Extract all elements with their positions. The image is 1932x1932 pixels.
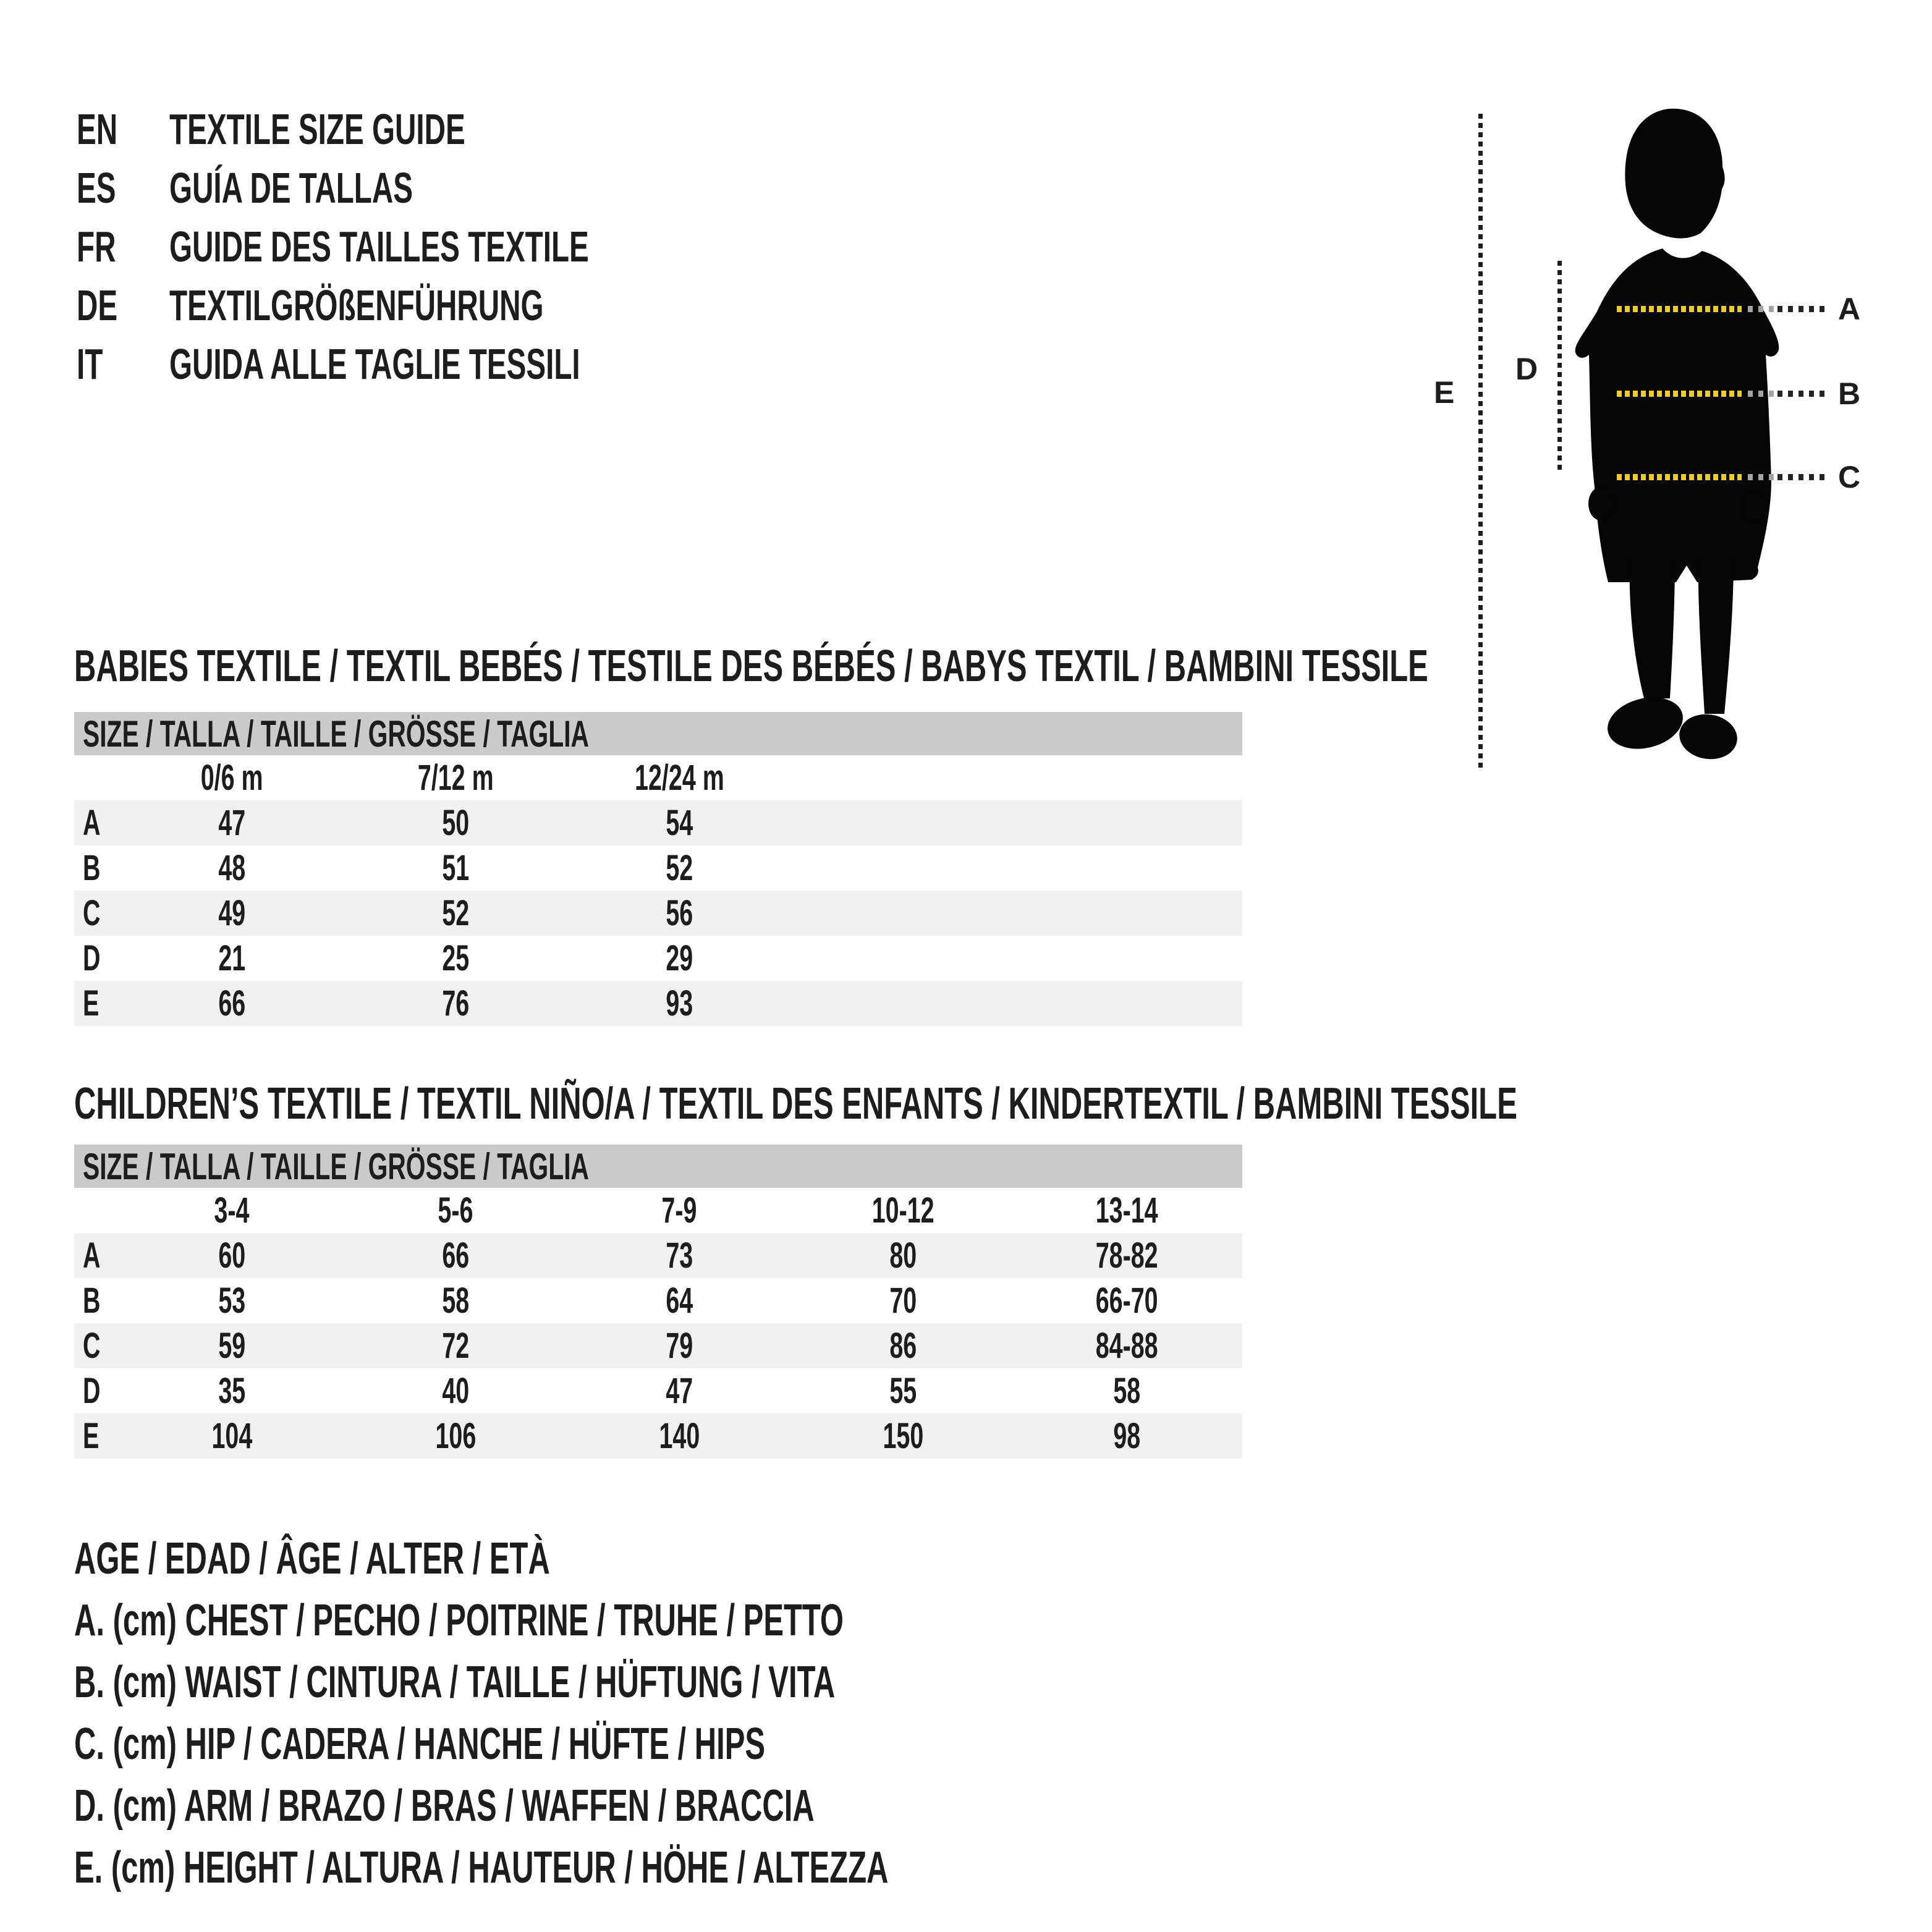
- language-title: TEXTILE SIZE GUIDE: [169, 105, 465, 153]
- legend-line: [74, 1837, 1271, 1899]
- table-cell-text: 104: [211, 1416, 252, 1456]
- table-row: [74, 1278, 1242, 1323]
- table-cell-text: 72: [442, 1326, 469, 1366]
- table-cell: [567, 847, 791, 889]
- table-cell: [567, 1415, 791, 1457]
- table-cell-text: 140: [659, 1416, 700, 1456]
- row-label-cell: [74, 1325, 120, 1366]
- table-cell: [120, 1415, 344, 1457]
- measure-label-a: A: [1838, 292, 1861, 326]
- table-cell: [1015, 1325, 1239, 1366]
- column-header-cell: [120, 757, 344, 799]
- table-cell: [344, 892, 567, 934]
- table-cell-text: 98: [1113, 1416, 1140, 1456]
- row-label-cell: [74, 938, 120, 979]
- table-row: [74, 936, 1242, 981]
- table-cell: [344, 983, 567, 1024]
- table-cell: [344, 1280, 567, 1321]
- row-label-cell: [74, 1370, 120, 1412]
- table-cell-text: 84-88: [1095, 1326, 1158, 1366]
- table-cell: [120, 938, 344, 979]
- row-label-text: A: [83, 1235, 101, 1276]
- table-cell: [344, 847, 567, 889]
- chest-line-yellow-dashes: [1617, 306, 1742, 312]
- legend-line: [74, 1775, 1271, 1837]
- language-row: [77, 159, 786, 218]
- column-header-text: 7-9: [661, 1190, 697, 1231]
- language-row: [77, 276, 786, 335]
- table-cell: [344, 938, 567, 979]
- table-row: [74, 891, 1242, 936]
- table-cell-text: 59: [218, 1326, 245, 1366]
- babies-size-header-bar: [74, 712, 1242, 755]
- language-title: GUIDE DES TAILLES TEXTILE: [169, 222, 589, 271]
- silhouette-head: [1625, 109, 1724, 239]
- table-cell-text: 53: [218, 1281, 245, 1321]
- legend-line-text: C. (cm) HIP / CADERA / HANCHE / HÜFTE / HIPS: [74, 1719, 766, 1769]
- table-cell: [120, 983, 344, 1024]
- table-row: [74, 1323, 1242, 1368]
- legend-line-text: A. (cm) CHEST / PECHO / POITRINE / TRUHE / PETTO: [74, 1596, 844, 1645]
- row-label-cell: [74, 847, 120, 889]
- row-label-text: C: [83, 1326, 101, 1366]
- language-title: TEXTILGRÖßENFÜHRUNG: [169, 281, 544, 329]
- table-cell: [344, 1235, 567, 1276]
- waist-line-dark-dashes: [1777, 391, 1824, 397]
- row-label-cell: [74, 983, 120, 1024]
- column-header-cell: [567, 1190, 791, 1231]
- table-cell: [120, 802, 344, 844]
- table-cell: [120, 847, 344, 889]
- column-header-cell: [567, 757, 791, 799]
- table-cell: [791, 1280, 1015, 1321]
- row-label-text: C: [83, 893, 101, 933]
- table-row: [74, 845, 1242, 891]
- language-title: GUIDA ALLE TAGLIE TESSILI: [169, 340, 580, 388]
- table-row: [74, 1368, 1242, 1413]
- hip-measure-line: [1617, 474, 1827, 480]
- column-header-text: 5-6: [438, 1190, 473, 1231]
- table-cell-text: 58: [1113, 1371, 1140, 1411]
- table-cell: [567, 892, 791, 934]
- table-cell-text: 60: [218, 1235, 245, 1276]
- table-cell-text: 51: [442, 848, 469, 888]
- table-cell: [344, 1370, 567, 1412]
- table-cell-text: 66: [442, 1235, 469, 1276]
- column-header-cell: [120, 1190, 344, 1231]
- table-cell-text: 49: [218, 893, 245, 933]
- measurement-legend: [74, 1528, 1271, 1899]
- table-row: [74, 981, 1242, 1026]
- table-cell-text: 50: [442, 803, 469, 843]
- silhouette-right-hand: [1742, 490, 1766, 523]
- column-header-text: 7/12 m: [417, 758, 494, 798]
- legend-line: [74, 1590, 1271, 1651]
- table-cell: [120, 1325, 344, 1366]
- table-cell: [344, 1415, 567, 1457]
- children-size-header-text: SIZE / TALLA / TAILLE / GRÖSSE / TAGLIA: [83, 1145, 590, 1187]
- arm-measure-dotted-line: [1557, 261, 1562, 472]
- row-label-text: B: [83, 1281, 101, 1321]
- row-label-cell: [74, 1280, 120, 1321]
- language-row: [77, 218, 786, 276]
- table-cell-text: 76: [442, 983, 469, 1023]
- table-cell: [1015, 1280, 1239, 1321]
- table-cell: [1015, 1235, 1239, 1276]
- column-header-cell: [791, 1190, 1015, 1231]
- table-cell: [567, 983, 791, 1024]
- babies-section-title: [74, 642, 1932, 691]
- hip-line-yellow-dashes: [1617, 474, 1742, 480]
- column-header-row: [74, 1188, 1242, 1233]
- table-cell: [791, 1370, 1015, 1412]
- table-cell-text: 25: [442, 938, 469, 978]
- table-cell: [120, 1370, 344, 1412]
- table-cell: [567, 1325, 791, 1366]
- table-cell-text: 64: [666, 1281, 693, 1321]
- table-cell-text: 78-82: [1095, 1235, 1158, 1276]
- table-cell-text: 73: [666, 1235, 693, 1276]
- row-label-cell: [74, 1235, 120, 1276]
- row-label-text: D: [83, 938, 101, 978]
- table-cell-text: 40: [442, 1371, 469, 1411]
- table-cell: [567, 802, 791, 844]
- silhouette-right-leg: [1698, 559, 1734, 714]
- row-label-cell: [74, 1415, 120, 1457]
- waist-line-yellow-dashes: [1617, 391, 1742, 397]
- row-label-text: E: [83, 983, 100, 1023]
- legend-line: [74, 1651, 1271, 1713]
- table-cell-text: 52: [442, 893, 469, 933]
- legend-line-text: B. (cm) WAIST / CINTURA / TAILLE / HÜFTUNG / VITA: [74, 1658, 836, 1707]
- column-header-row: [74, 755, 1242, 800]
- table-cell: [791, 1235, 1015, 1276]
- table-cell-text: 47: [218, 803, 245, 843]
- table-row: [74, 1413, 1242, 1459]
- chest-line-gray-dashes: [1748, 306, 1774, 312]
- hip-line-gray-dashes: [1748, 474, 1774, 480]
- table-cell-text: 54: [666, 803, 693, 843]
- table-row: [74, 1233, 1242, 1278]
- table-cell: [567, 1370, 791, 1412]
- table-cell-text: 58: [442, 1281, 469, 1321]
- table-cell-text: 29: [666, 938, 693, 978]
- table-cell-text: 56: [666, 893, 693, 933]
- language-title: GUÍA DE TALLAS: [169, 164, 413, 212]
- table-cell: [120, 1235, 344, 1276]
- babies-section-title-text: BABIES TEXTILE / TEXTIL BEBÉS / TESTILE DES BÉBÉS / BABYS TEXTIL / BAMBINI TESSILE: [74, 642, 1428, 691]
- measure-label-b: B: [1838, 376, 1861, 411]
- babies-size-header-text: SIZE / TALLA / TAILLE / GRÖSSE / TAGLIA: [83, 713, 590, 755]
- silhouette-left-shoe: [1602, 690, 1688, 756]
- row-label-text: E: [83, 1416, 100, 1456]
- column-header-cell: [1015, 1190, 1239, 1231]
- table-cell: [344, 1325, 567, 1366]
- row-label-cell: [74, 802, 120, 844]
- row-label-cell: [74, 892, 120, 934]
- legend-line: [74, 1713, 1271, 1775]
- row-label-text: A: [83, 803, 101, 843]
- table-cell-text: 35: [218, 1371, 245, 1411]
- children-size-table: [74, 1145, 1242, 1459]
- silhouette-torso: [1575, 248, 1779, 582]
- legend-line-text: AGE / EDAD / ÂGE / ALTER / ETÀ: [74, 1534, 550, 1583]
- table-cell-text: 48: [218, 848, 245, 888]
- hip-line-dark-dashes: [1777, 474, 1824, 480]
- column-header-text: 13-14: [1095, 1190, 1158, 1231]
- table-cell: [120, 1280, 344, 1321]
- column-header-text: 3-4: [214, 1190, 250, 1231]
- table-cell-text: 70: [889, 1281, 917, 1321]
- table-cell-text: 66-70: [1095, 1281, 1158, 1321]
- table-cell: [791, 1325, 1015, 1366]
- table-cell-text: 106: [435, 1416, 476, 1456]
- table-cell-text: 21: [218, 938, 245, 978]
- measure-label-d: D: [1515, 352, 1538, 386]
- language-code: FR: [77, 222, 116, 271]
- table-cell-text: 55: [889, 1371, 917, 1411]
- language-code: IT: [77, 340, 103, 388]
- table-cell-text: 93: [666, 983, 693, 1023]
- column-header-text: 12/24 m: [634, 758, 724, 798]
- table-cell: [344, 802, 567, 844]
- row-label-text: D: [83, 1371, 101, 1411]
- language-code: ES: [77, 164, 116, 212]
- table-cell-text: 79: [666, 1326, 693, 1366]
- column-header-text: 0/6 m: [200, 758, 263, 798]
- table-cell: [567, 938, 791, 979]
- column-header-cell: [344, 757, 567, 799]
- legend-line-text: D. (cm) ARM / BRAZO / BRAS / WAFFEN / BRACCIA: [74, 1781, 815, 1831]
- table-row: [74, 800, 1242, 845]
- silhouette-right-shoe: [1676, 710, 1740, 763]
- children-section-title-text: CHILDREN’S TEXTILE / TEXTIL NIÑO/A / TEXTIL DES ENFANTS / KINDERTEXTIL / BAMBINI TESSILE: [74, 1079, 1517, 1129]
- table-cell: [791, 1415, 1015, 1457]
- language-row: [77, 100, 786, 159]
- column-header-text: 10-12: [871, 1190, 934, 1231]
- table-cell: [120, 892, 344, 934]
- language-code: DE: [77, 281, 118, 329]
- table-cell: [567, 1280, 791, 1321]
- chest-measure-line: [1617, 306, 1827, 312]
- row-label-text: B: [83, 848, 101, 888]
- language-code: EN: [77, 105, 118, 153]
- measure-label-e: E: [1434, 375, 1455, 410]
- table-cell-text: 80: [889, 1235, 917, 1276]
- table-cell: [1015, 1370, 1239, 1412]
- measure-label-c: C: [1838, 460, 1861, 494]
- children-section-title: [74, 1079, 1932, 1129]
- table-cell: [1015, 1415, 1239, 1457]
- table-cell-text: 66: [218, 983, 245, 1023]
- language-row: [77, 335, 786, 394]
- language-title-block: [77, 100, 786, 394]
- babies-size-table: [74, 712, 1242, 1026]
- table-cell-text: 52: [666, 848, 693, 888]
- legend-line: [74, 1528, 1271, 1590]
- silhouette-left-hand: [1588, 487, 1613, 520]
- waist-line-gray-dashes: [1748, 391, 1774, 397]
- legend-line-text: E. (cm) HEIGHT / ALTURA / HAUTEUR / HÖHE / ALTEZZA: [74, 1843, 889, 1892]
- table-cell: [567, 1235, 791, 1276]
- table-cell-text: 86: [889, 1326, 917, 1366]
- column-header-cell: [344, 1190, 567, 1231]
- table-cell-text: 47: [666, 1371, 693, 1411]
- waist-measure-line: [1617, 391, 1827, 397]
- chest-line-dark-dashes: [1777, 306, 1824, 312]
- table-cell-text: 150: [883, 1416, 923, 1456]
- children-size-header-bar: [74, 1145, 1242, 1188]
